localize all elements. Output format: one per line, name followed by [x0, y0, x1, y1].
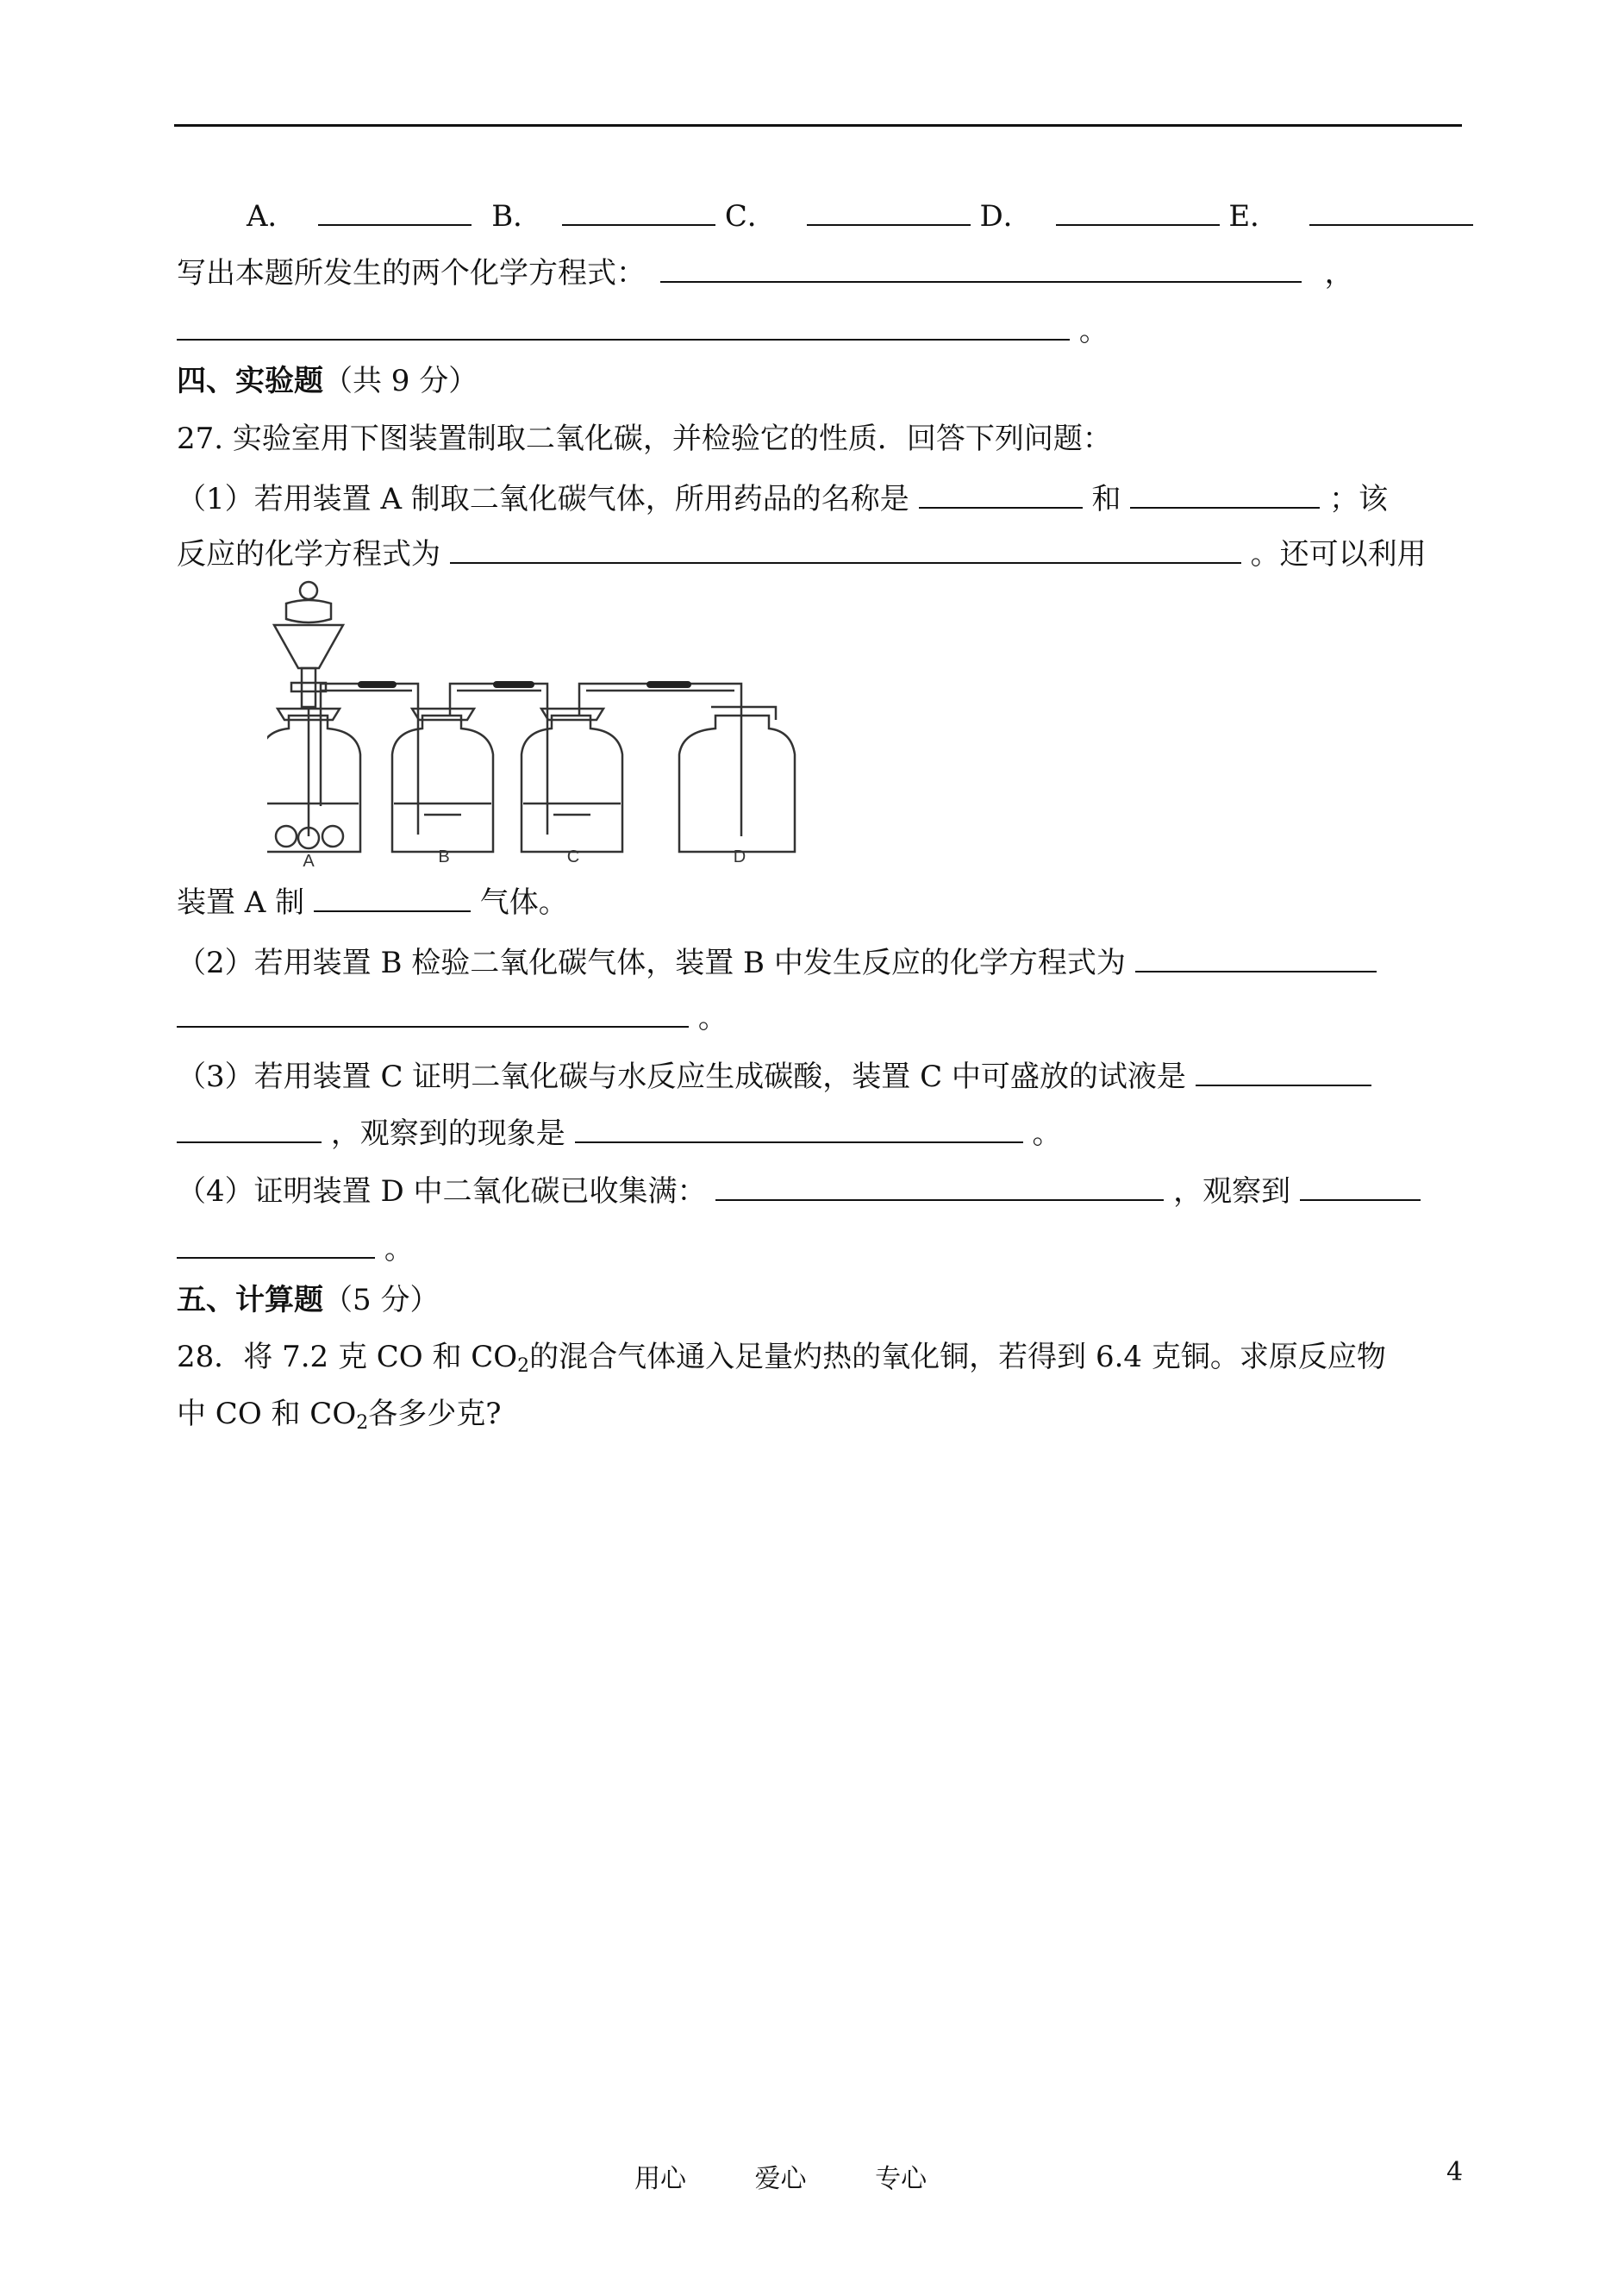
equations-prompt: 写出本题所发生的两个化学方程式： — [177, 256, 646, 291]
blank-full-check[interactable] — [715, 1166, 1164, 1201]
blank-equation-a[interactable] — [450, 529, 1241, 564]
q28-part3: 中 CO 和 CO — [177, 1397, 357, 1431]
q27-part1-line2 — [177, 529, 1461, 575]
section-4-title: 四、实验题 — [177, 364, 323, 398]
q27-p3-text: （3）若用装置 C 证明二氧化碳与水反应生成碳酸，装置 C 中可盛放的试液是 — [177, 1060, 1186, 1094]
blank-gas[interactable] — [314, 878, 471, 912]
q27-part2-line — [177, 938, 1461, 984]
q27-stem: 27. 实验室用下图装置制取二氧化碳，并检验它的性质．回答下列问题： — [177, 422, 1112, 456]
bottle-b — [392, 716, 493, 852]
blank-a[interactable] — [318, 191, 472, 226]
label-c: C． — [724, 199, 777, 234]
q27-p1-text: （1）若用装置 A 制取二氧化碳气体，所用药品的名称是 — [177, 482, 909, 516]
bottle-d — [679, 716, 795, 852]
q28-part1: 28．将 7.2 克 CO 和 CO — [177, 1340, 518, 1374]
q27-p2-text: （2）若用装置 B 检验二氧化碳气体，装置 B 中发生反应的化学方程式为 — [177, 946, 1126, 980]
label-e: E． — [1228, 199, 1280, 234]
figure-label-a: A — [303, 852, 315, 866]
section-5-points: （5 分） — [323, 1283, 440, 1317]
label-d: D． — [979, 199, 1033, 234]
blank-equation-2[interactable] — [177, 306, 1070, 341]
equations-line-2 — [177, 306, 1461, 352]
page-number: 4 — [1446, 2157, 1464, 2187]
bottle-a — [267, 716, 360, 852]
motto-2: 爱心 — [754, 2164, 807, 2194]
q28-line1 — [177, 1336, 1461, 1387]
q28-part4: 各多少克? — [368, 1397, 502, 1431]
equations-line — [177, 248, 1461, 294]
figure-label-c: C — [566, 847, 580, 866]
q28-sub-1: 2 — [517, 1355, 530, 1377]
q27-part1-line — [177, 474, 1461, 520]
blank-observe-2[interactable] — [177, 1224, 375, 1259]
blank-e[interactable] — [1309, 191, 1473, 226]
blank-equation-1[interactable] — [660, 248, 1302, 283]
blank-c[interactable] — [807, 191, 971, 226]
section-5-heading — [177, 1279, 1461, 1321]
q27-p4-end: 。 — [384, 1232, 414, 1266]
equations-period: 。 — [1078, 314, 1109, 348]
blank-reagent-1[interactable] — [919, 474, 1083, 509]
q27-part3-line — [177, 1052, 1461, 1097]
q27-part4-line2 — [177, 1224, 1461, 1270]
motto-1: 用心 — [634, 2164, 686, 2194]
funnel-stopper — [300, 582, 317, 599]
blank-reagent-2[interactable] — [1130, 474, 1320, 509]
blank-b[interactable] — [562, 191, 715, 226]
motto-3: 专心 — [875, 2164, 928, 2194]
section-4-points: （共 9 分） — [323, 364, 478, 398]
q27-p3-end: 。 — [1032, 1116, 1062, 1151]
footer-motto — [634, 2157, 987, 2195]
q28-part2: 的混合气体通入足量灼热的氧化铜，若得到 6.4 克铜。求原反应物 — [529, 1340, 1386, 1374]
q27-p1c-text: 装置 A 制 — [177, 885, 305, 920]
q27-p4-mid: ，观察到 — [1173, 1174, 1291, 1209]
figure-label-d: D — [733, 847, 746, 866]
bottle-c — [522, 716, 622, 852]
equations-comma: ， — [1324, 256, 1354, 291]
blank-phenomenon-c[interactable] — [575, 1109, 1023, 1143]
q27-p1b-end: 。还可以利用 — [1250, 537, 1427, 572]
q28-line2 — [177, 1393, 1461, 1444]
header-rule — [174, 124, 1462, 127]
q27-part4-line — [177, 1166, 1461, 1212]
section-4-heading — [177, 360, 1461, 402]
blank-reagent-c-1[interactable] — [1196, 1052, 1371, 1086]
q27-p1c-end: 气体。 — [479, 885, 568, 920]
q27-p1-end: ；该 — [1329, 482, 1389, 516]
blank-d[interactable] — [1056, 191, 1220, 226]
label-a: A． — [247, 199, 297, 234]
blank-observe-1[interactable] — [1300, 1166, 1421, 1201]
blank-equation-b-1[interactable] — [1135, 938, 1377, 972]
figure-label-b: B — [438, 847, 450, 866]
q27-p3b-text: ，观察到的现象是 — [330, 1116, 565, 1151]
funnel-body — [286, 600, 331, 622]
tube-bc — [450, 684, 547, 716]
blank-equation-b-2[interactable] — [177, 993, 689, 1028]
q27-p2-end: 。 — [697, 1001, 728, 1035]
q28-sub-2: 2 — [356, 1412, 369, 1434]
q27-p4-text: （4）证明装置 D 中二氧化碳已收集满： — [177, 1174, 707, 1209]
section-5-title: 五、计算题 — [177, 1283, 323, 1317]
funnel-cone — [274, 625, 343, 668]
q27-part1-line3 — [177, 878, 1461, 923]
q27-part2-line2 — [177, 993, 1461, 1039]
label-b: B． — [491, 199, 543, 234]
apparatus-figure — [267, 578, 896, 866]
tube-ab — [321, 684, 418, 716]
answer-blanks-line — [247, 191, 1531, 237]
blank-reagent-c-2[interactable] — [177, 1109, 322, 1143]
q27-p1b-text: 反应的化学方程式为 — [177, 537, 440, 572]
q27-part3-line2 — [177, 1109, 1461, 1154]
q27-p1-and: 和 — [1091, 482, 1121, 516]
page-footer — [0, 2157, 1624, 2198]
